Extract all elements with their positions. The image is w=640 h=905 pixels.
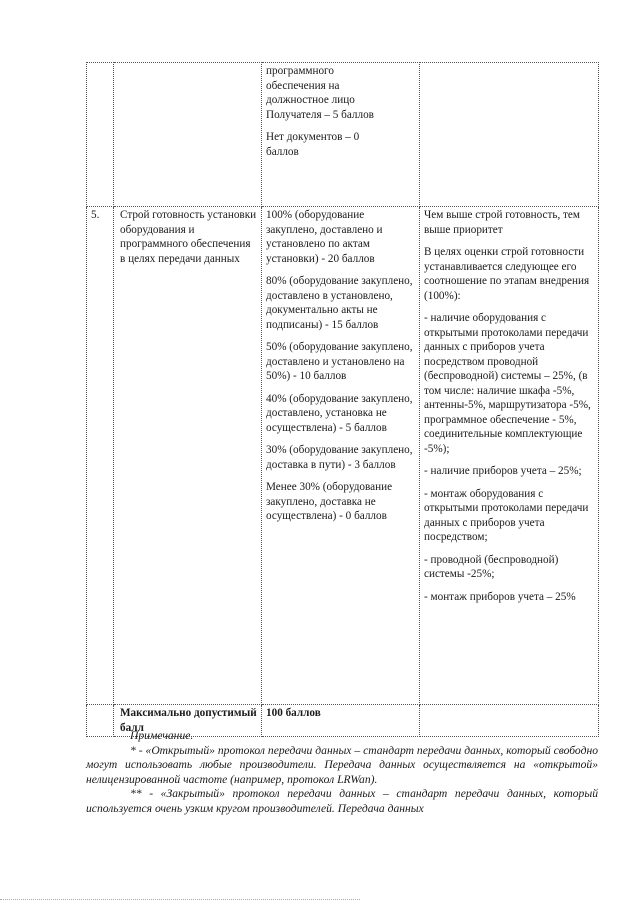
scan-bottom-line	[0, 899, 360, 900]
table-row-continuation	[87, 63, 599, 207]
notes-title: Примечание.	[130, 729, 194, 742]
footnotes	[86, 729, 598, 817]
note-item: - наличие оборудования с открытыми протоколами передачи данных с приборов учета посредством проводной (беспроводной) системы – 25%, (в том числе: наличие шкафа -5%, антенны-5%, маршрутизатора -5%, программное обеспечение - 5%, соединительные комплектующие -5%);	[424, 312, 591, 455]
cell-score	[262, 63, 420, 207]
score-item: 30% (оборудование закуплено, доставка в пути) - 3 баллов	[266, 444, 413, 471]
score-line: должностное лицо	[266, 94, 355, 106]
cell-number	[87, 63, 114, 207]
score-item: 50% (оборудование закуплено, доставлено и установлено на 50%) - 10 баллов	[266, 341, 413, 382]
note-open-protocol: * - «Открытый» протокол передачи данных – стандарт передачи данных, который свободно могут использовать любые производители. Передача данных осуществляется на «открытой» нелицензированной частоте (например, протокол LRWan).	[86, 743, 598, 786]
score-line: обеспечения на	[266, 79, 340, 92]
note-item: - монтаж приборов учета – 25%	[424, 590, 576, 603]
cell-criterion	[114, 63, 262, 207]
criterion-number: 5.	[87, 207, 114, 705]
note-item: - проводной (беспроводной) системы -25%;	[424, 553, 559, 580]
score-item: 100% (оборудование закуплено, доставлено и установлено по актам установки) - 20 баллов	[266, 209, 383, 265]
score-no-docs: Нет документов – 0 баллов	[266, 131, 360, 158]
criterion-notes	[420, 207, 599, 705]
note-item: - монтаж оборудования с открытыми протоколами передачи данных с приборов учета посредством;	[424, 487, 589, 543]
note-item: - наличие приборов учета – 25%;	[424, 465, 582, 477]
score-item: 40% (оборудование закуплено, доставлено, установка не осуществлена) - 5 баллов	[266, 392, 413, 434]
criterion-scores	[262, 207, 420, 705]
note-item: Чем выше строй готовность, тем выше приоритет	[424, 209, 580, 236]
table-row-criterion-5	[87, 207, 599, 705]
score-line: Получателя – 5 баллов	[266, 108, 374, 121]
score-item: 80% (оборудование закуплено, доставлено в установлено, документально акты не подписаны) - 15 баллов	[266, 275, 413, 331]
max-score-value: 100 баллов	[262, 705, 420, 737]
note-closed-protocol: ** - «Закрытый» протокол передачи данных – стандарт передачи данных, который используется очень узким кругом производителей. Передача данных	[86, 787, 598, 815]
note-item: В целях оценки строй готовности устанавливается следующее его соотношение по этапам внедрения (100%):	[424, 246, 590, 302]
cell-notes	[420, 63, 599, 207]
score-item: Менее 30% (оборудование закуплено, доставка не осуществлена) - 0 баллов	[266, 481, 393, 522]
criteria-table	[86, 62, 599, 737]
score-line: программного	[266, 65, 334, 77]
max-score-label: Максимально допустимый балл	[114, 705, 262, 737]
criterion-name: Строй готовность установки оборудования и программного обеспечения в целях передачи данных	[114, 207, 262, 705]
